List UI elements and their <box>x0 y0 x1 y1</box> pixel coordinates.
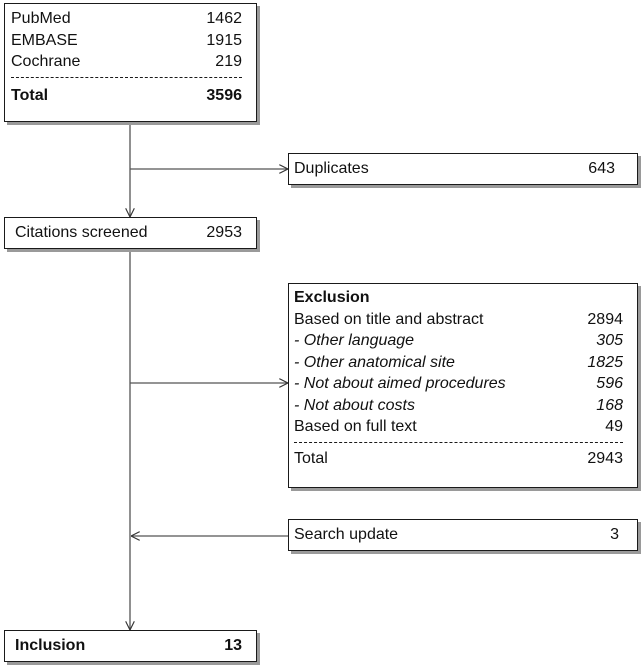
search-update-value: 3 <box>610 526 619 543</box>
exclusion-row: - Not about costs 168 <box>294 396 623 414</box>
search-update-label: Search update <box>294 526 399 543</box>
exclusion-row: Based on full text 49 <box>294 418 623 435</box>
divider <box>294 442 623 443</box>
divider <box>11 77 242 78</box>
source-row-embase: EMBASE 1915 <box>11 31 242 49</box>
search-update-box <box>288 519 638 551</box>
exclusion-row: - Not about aimed procedures 596 <box>294 375 623 392</box>
duplicates-label: Duplicates <box>294 160 369 177</box>
inclusion-box <box>4 630 257 662</box>
screened-value: 2953 <box>206 224 242 241</box>
exclusion-total-row: Total 2943 <box>294 449 623 467</box>
inclusion-value: 13 <box>224 637 242 654</box>
sources-box <box>4 3 257 122</box>
exclusion-row: Based on title and abstract 2894 <box>294 310 623 328</box>
exclusion-title: Exclusion <box>294 289 370 306</box>
sources-total-row: Total 3596 <box>11 86 242 104</box>
exclusion-row: - Other language 305 <box>294 332 623 349</box>
screened-label: Citations screened <box>15 224 148 241</box>
screened-box <box>4 217 257 249</box>
inclusion-label: Inclusion <box>15 637 86 654</box>
exclusion-box <box>288 283 638 488</box>
source-row-cochrane: Cochrane 219 <box>11 53 242 70</box>
source-row-pubmed: PubMed 1462 <box>11 10 242 27</box>
duplicates-box <box>288 153 638 185</box>
duplicates-value: 643 <box>588 160 615 177</box>
exclusion-row: - Other anatomical site 1825 <box>294 353 623 371</box>
